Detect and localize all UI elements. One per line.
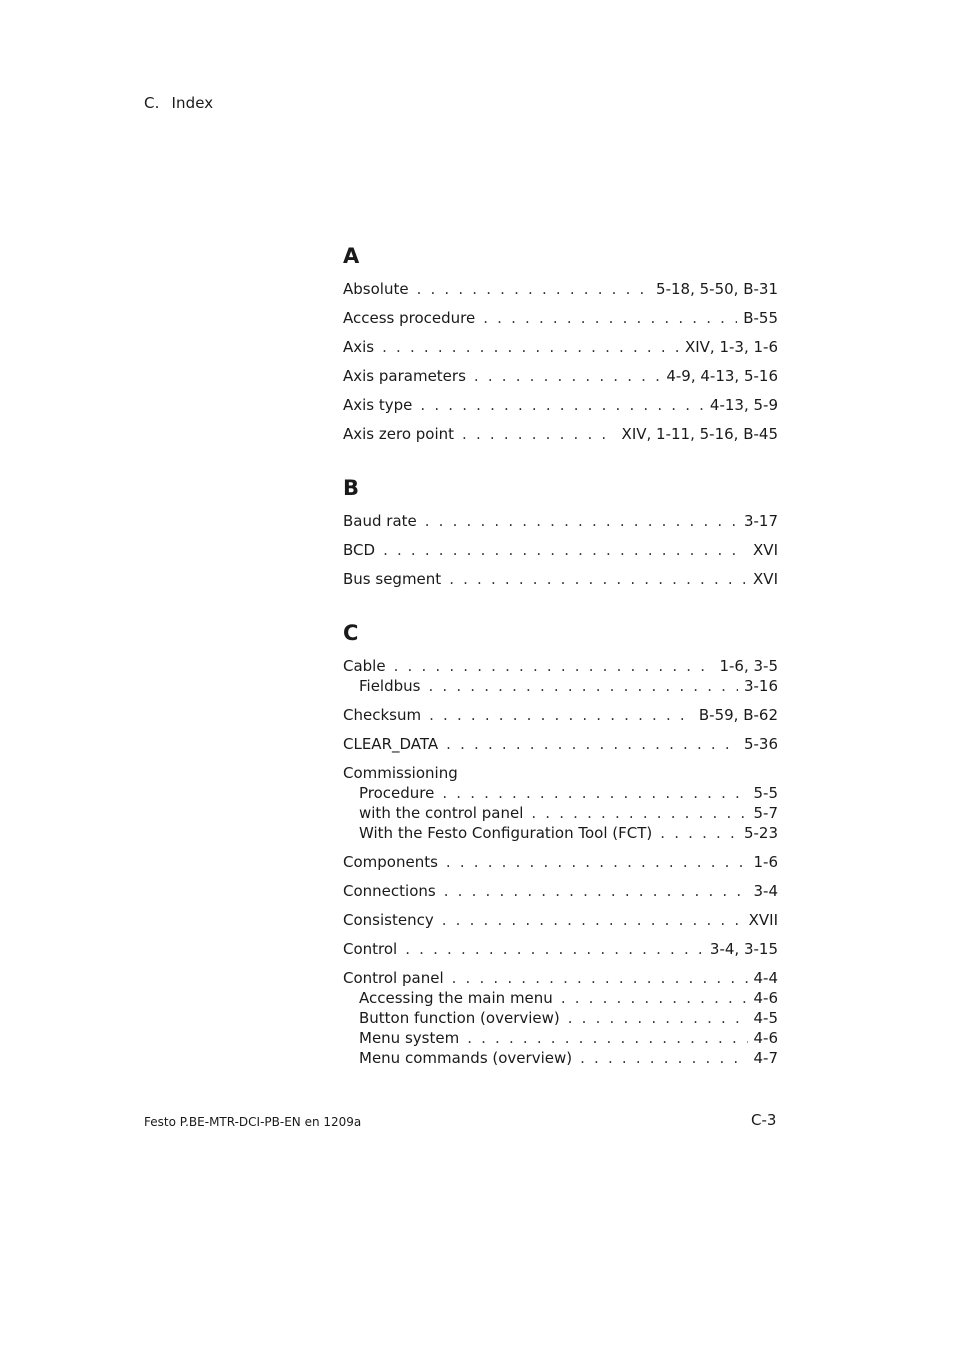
index-subentry	[343, 1028, 778, 1048]
index-entry	[343, 337, 778, 357]
chapter-title: Index	[171, 94, 214, 112]
index-entry	[343, 366, 778, 386]
index-pages: 4-13, 5-9	[709, 396, 778, 414]
index-entry-group	[343, 705, 778, 725]
index-term: With the Festo Configuration Tool (FCT)	[359, 824, 653, 842]
index-pages: 4-5	[753, 1009, 778, 1027]
dot-leader	[446, 734, 738, 754]
dot-leader	[420, 395, 704, 415]
index-term: Menu system	[359, 1029, 460, 1047]
index-entry-group	[343, 968, 778, 1068]
section-letter: A	[343, 244, 360, 268]
index-term: Baud rate	[343, 512, 417, 530]
index-entry-group	[343, 881, 778, 901]
index-entry-group	[343, 395, 778, 415]
index-entry-group	[343, 424, 778, 444]
index-term: Fieldbus	[359, 677, 421, 695]
index-pages: B-59, B-62	[698, 706, 778, 724]
index-entry	[343, 881, 778, 901]
running-header	[144, 94, 213, 112]
index-term: Access procedure	[343, 309, 476, 327]
index-entry-group	[343, 734, 778, 754]
dot-leader	[405, 939, 704, 959]
index-pages: XIV, 1-3, 1-6	[684, 338, 778, 356]
index-pages: 3-17	[743, 512, 778, 530]
index-term: Absolute	[343, 280, 409, 298]
index-entry	[343, 395, 778, 415]
index-entry-group	[343, 910, 778, 930]
dot-leader	[568, 1008, 748, 1028]
index-subentry	[343, 783, 778, 803]
index-pages: XVII	[748, 911, 778, 929]
dot-leader	[394, 656, 714, 676]
index-term: Connections	[343, 882, 436, 900]
dot-leader	[442, 910, 743, 930]
dot-leader	[660, 823, 738, 843]
index-entry-group	[343, 540, 778, 560]
index-pages: 5-5	[753, 784, 778, 802]
dot-leader	[467, 1028, 747, 1048]
dot-leader	[428, 676, 737, 696]
index-entry	[343, 308, 778, 328]
index-term: Procedure	[359, 784, 435, 802]
index-pages: B-55	[743, 309, 778, 327]
index-pages: XVI	[753, 570, 778, 588]
dot-leader	[483, 308, 737, 328]
index-term: Checksum	[343, 706, 422, 724]
dot-leader	[452, 968, 748, 988]
index-entry-group	[343, 569, 778, 589]
dot-leader	[561, 988, 748, 1008]
index-term: Control	[343, 940, 398, 958]
index-entry-group	[343, 852, 778, 872]
dot-leader	[531, 803, 747, 823]
dot-leader	[474, 366, 660, 386]
index-term: Commissioning	[343, 764, 458, 782]
dot-leader	[446, 852, 748, 872]
index-entry	[343, 705, 778, 725]
dot-leader	[382, 337, 679, 357]
index-pages: 1-6, 3-5	[719, 657, 778, 675]
index-term: Axis type	[343, 396, 413, 414]
index-term: with the control panel	[359, 804, 524, 822]
index-entry	[343, 656, 778, 676]
index-entry	[343, 540, 778, 560]
dot-leader	[444, 881, 748, 901]
index-pages: 4-7	[753, 1049, 778, 1067]
index-term: Control panel	[343, 969, 444, 987]
index-entry-group	[343, 279, 778, 299]
index-section	[343, 242, 778, 444]
index-term: Menu commands (overview)	[359, 1049, 573, 1067]
dot-leader	[417, 279, 650, 299]
index-entry	[343, 511, 778, 531]
index-entry	[343, 968, 778, 988]
index-entry-group	[343, 308, 778, 328]
footer-document-id: Festo P.BE-MTR-DCI-PB-EN en 1209a	[144, 1115, 362, 1129]
dot-leader	[462, 424, 616, 444]
dot-leader	[429, 705, 693, 725]
index-term: Accessing the main menu	[359, 989, 553, 1007]
index-list	[343, 242, 778, 1098]
dot-leader	[383, 540, 747, 560]
index-entry-group	[343, 656, 778, 696]
index-entry	[343, 279, 778, 299]
index-pages: 3-4	[753, 882, 778, 900]
section-letter: C	[343, 621, 359, 645]
index-subentry	[343, 803, 778, 823]
dot-leader	[580, 1048, 747, 1068]
index-term: Components	[343, 853, 438, 871]
index-subentry	[343, 988, 778, 1008]
index-section	[343, 474, 778, 589]
index-entry	[343, 939, 778, 959]
index-entry	[343, 852, 778, 872]
index-pages: 5-36	[743, 735, 778, 753]
index-section	[343, 619, 778, 1068]
index-term: Cable	[343, 657, 386, 675]
index-term: CLEAR_DATA	[343, 735, 439, 753]
index-entry-group	[343, 511, 778, 531]
index-pages: 5-23	[743, 824, 778, 842]
index-pages: 4-4	[753, 969, 778, 987]
index-term: Consistency	[343, 911, 434, 929]
index-entry	[343, 910, 778, 930]
index-pages: 4-9, 4-13, 5-16	[666, 367, 778, 385]
index-pages: XIV, 1-11, 5-16, B-45	[621, 425, 778, 443]
index-term: Bus segment	[343, 570, 442, 588]
dot-leader	[449, 569, 747, 589]
index-entry-group	[343, 366, 778, 386]
footer-page-number: C-3	[751, 1111, 777, 1129]
index-subentry	[343, 1048, 778, 1068]
dot-leader	[442, 783, 747, 803]
index-pages: 3-4, 3-15	[709, 940, 778, 958]
index-entry	[343, 734, 778, 754]
index-subentry	[343, 676, 778, 696]
index-pages: 5-18, 5-50, B-31	[656, 280, 778, 298]
index-entry	[343, 424, 778, 444]
section-letter: B	[343, 476, 360, 500]
dot-leader	[425, 511, 738, 531]
index-entry	[343, 763, 778, 783]
index-term: Button function (overview)	[359, 1009, 560, 1027]
index-pages: 5-7	[753, 804, 778, 822]
index-entry	[343, 569, 778, 589]
index-term: Axis parameters	[343, 367, 466, 385]
index-pages: XVI	[753, 541, 778, 559]
index-pages: 3-16	[743, 677, 778, 695]
index-entry-group	[343, 939, 778, 959]
chapter-number: C.	[144, 94, 160, 112]
index-subentry	[343, 1008, 778, 1028]
index-subentry	[343, 823, 778, 843]
index-pages: 1-6	[753, 853, 778, 871]
index-entry-group	[343, 763, 778, 843]
index-term: BCD	[343, 541, 376, 559]
index-term: Axis zero point	[343, 425, 455, 443]
index-pages: 4-6	[753, 1029, 778, 1047]
index-entry-group	[343, 337, 778, 357]
index-pages: 4-6	[753, 989, 778, 1007]
index-term: Axis	[343, 338, 375, 356]
